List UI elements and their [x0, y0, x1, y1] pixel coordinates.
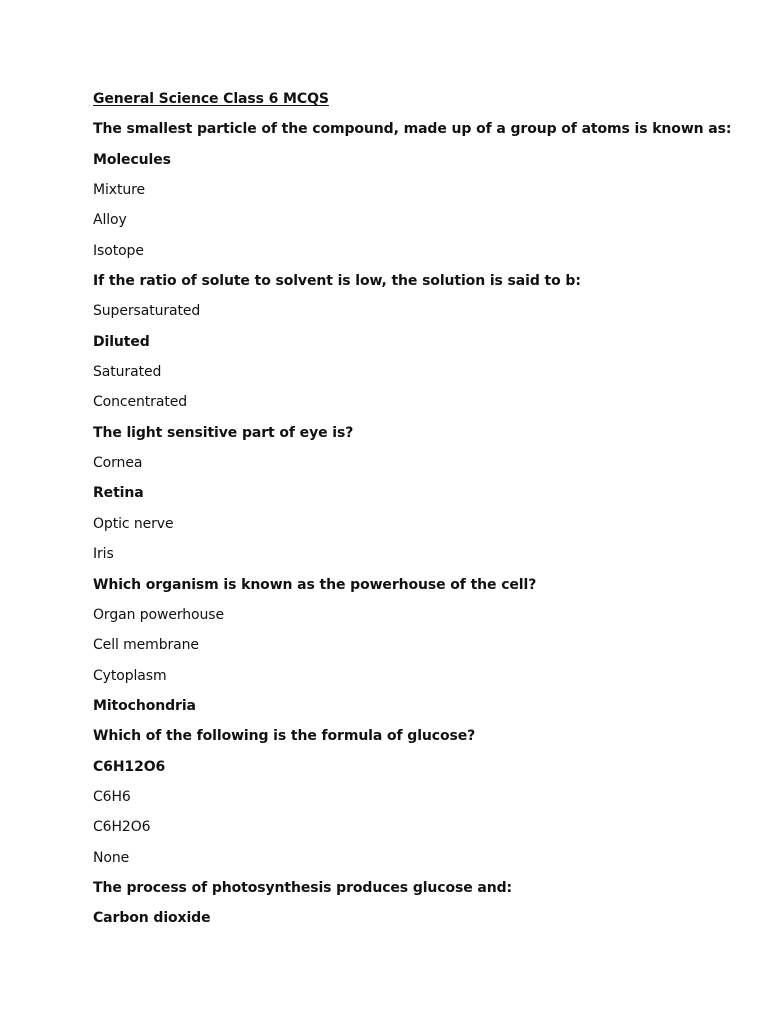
- q3-option-c: Optic nerve: [93, 515, 174, 532]
- q4-option-d-answer: Mitochondria: [93, 697, 196, 714]
- q5-option-b: C6H6: [93, 788, 131, 805]
- q3-option-a: Cornea: [93, 455, 143, 472]
- q2-option-b-answer: Diluted: [93, 333, 150, 350]
- question-4: Which organism is known as the powerhouse of the cell?: [93, 576, 537, 593]
- question-1: The smallest particle of the compound, made up of a group of atoms is known as:: [93, 121, 732, 138]
- q4-option-b: Cell membrane: [93, 637, 199, 654]
- q1-option-c: Alloy: [93, 212, 127, 229]
- q1-option-b: Mixture: [93, 182, 145, 199]
- question-3: The light sensitive part of eye is?: [93, 424, 354, 441]
- q2-option-d: Concentrated: [93, 394, 188, 411]
- q5-option-c: C6H2O6: [93, 819, 151, 836]
- q5-option-a-answer: C6H12O6: [93, 758, 166, 775]
- q6-option-a-answer: Carbon dioxide: [93, 910, 211, 927]
- q5-option-d: None: [93, 849, 130, 866]
- q3-option-b-answer: Retina: [93, 485, 144, 502]
- question-5: Which of the following is the formula of glucose?: [93, 728, 476, 745]
- document-page: [93, 84, 733, 934]
- document-title: General Science Class 6 MCQS: [93, 91, 329, 107]
- q2-option-a: Supersaturated: [93, 303, 201, 320]
- question-6: The process of photosynthesis produces glucose and:: [93, 879, 513, 896]
- q1-option-d: Isotope: [93, 242, 144, 259]
- question-2: If the ratio of solute to solvent is low, the solution is said to b:: [93, 273, 581, 290]
- q3-option-d: Iris: [93, 546, 114, 563]
- q2-option-c: Saturated: [93, 364, 162, 381]
- q4-option-a: Organ powerhouse: [93, 606, 224, 623]
- q1-option-a-answer: Molecules: [93, 151, 171, 168]
- q4-option-c: Cytoplasm: [93, 667, 167, 684]
